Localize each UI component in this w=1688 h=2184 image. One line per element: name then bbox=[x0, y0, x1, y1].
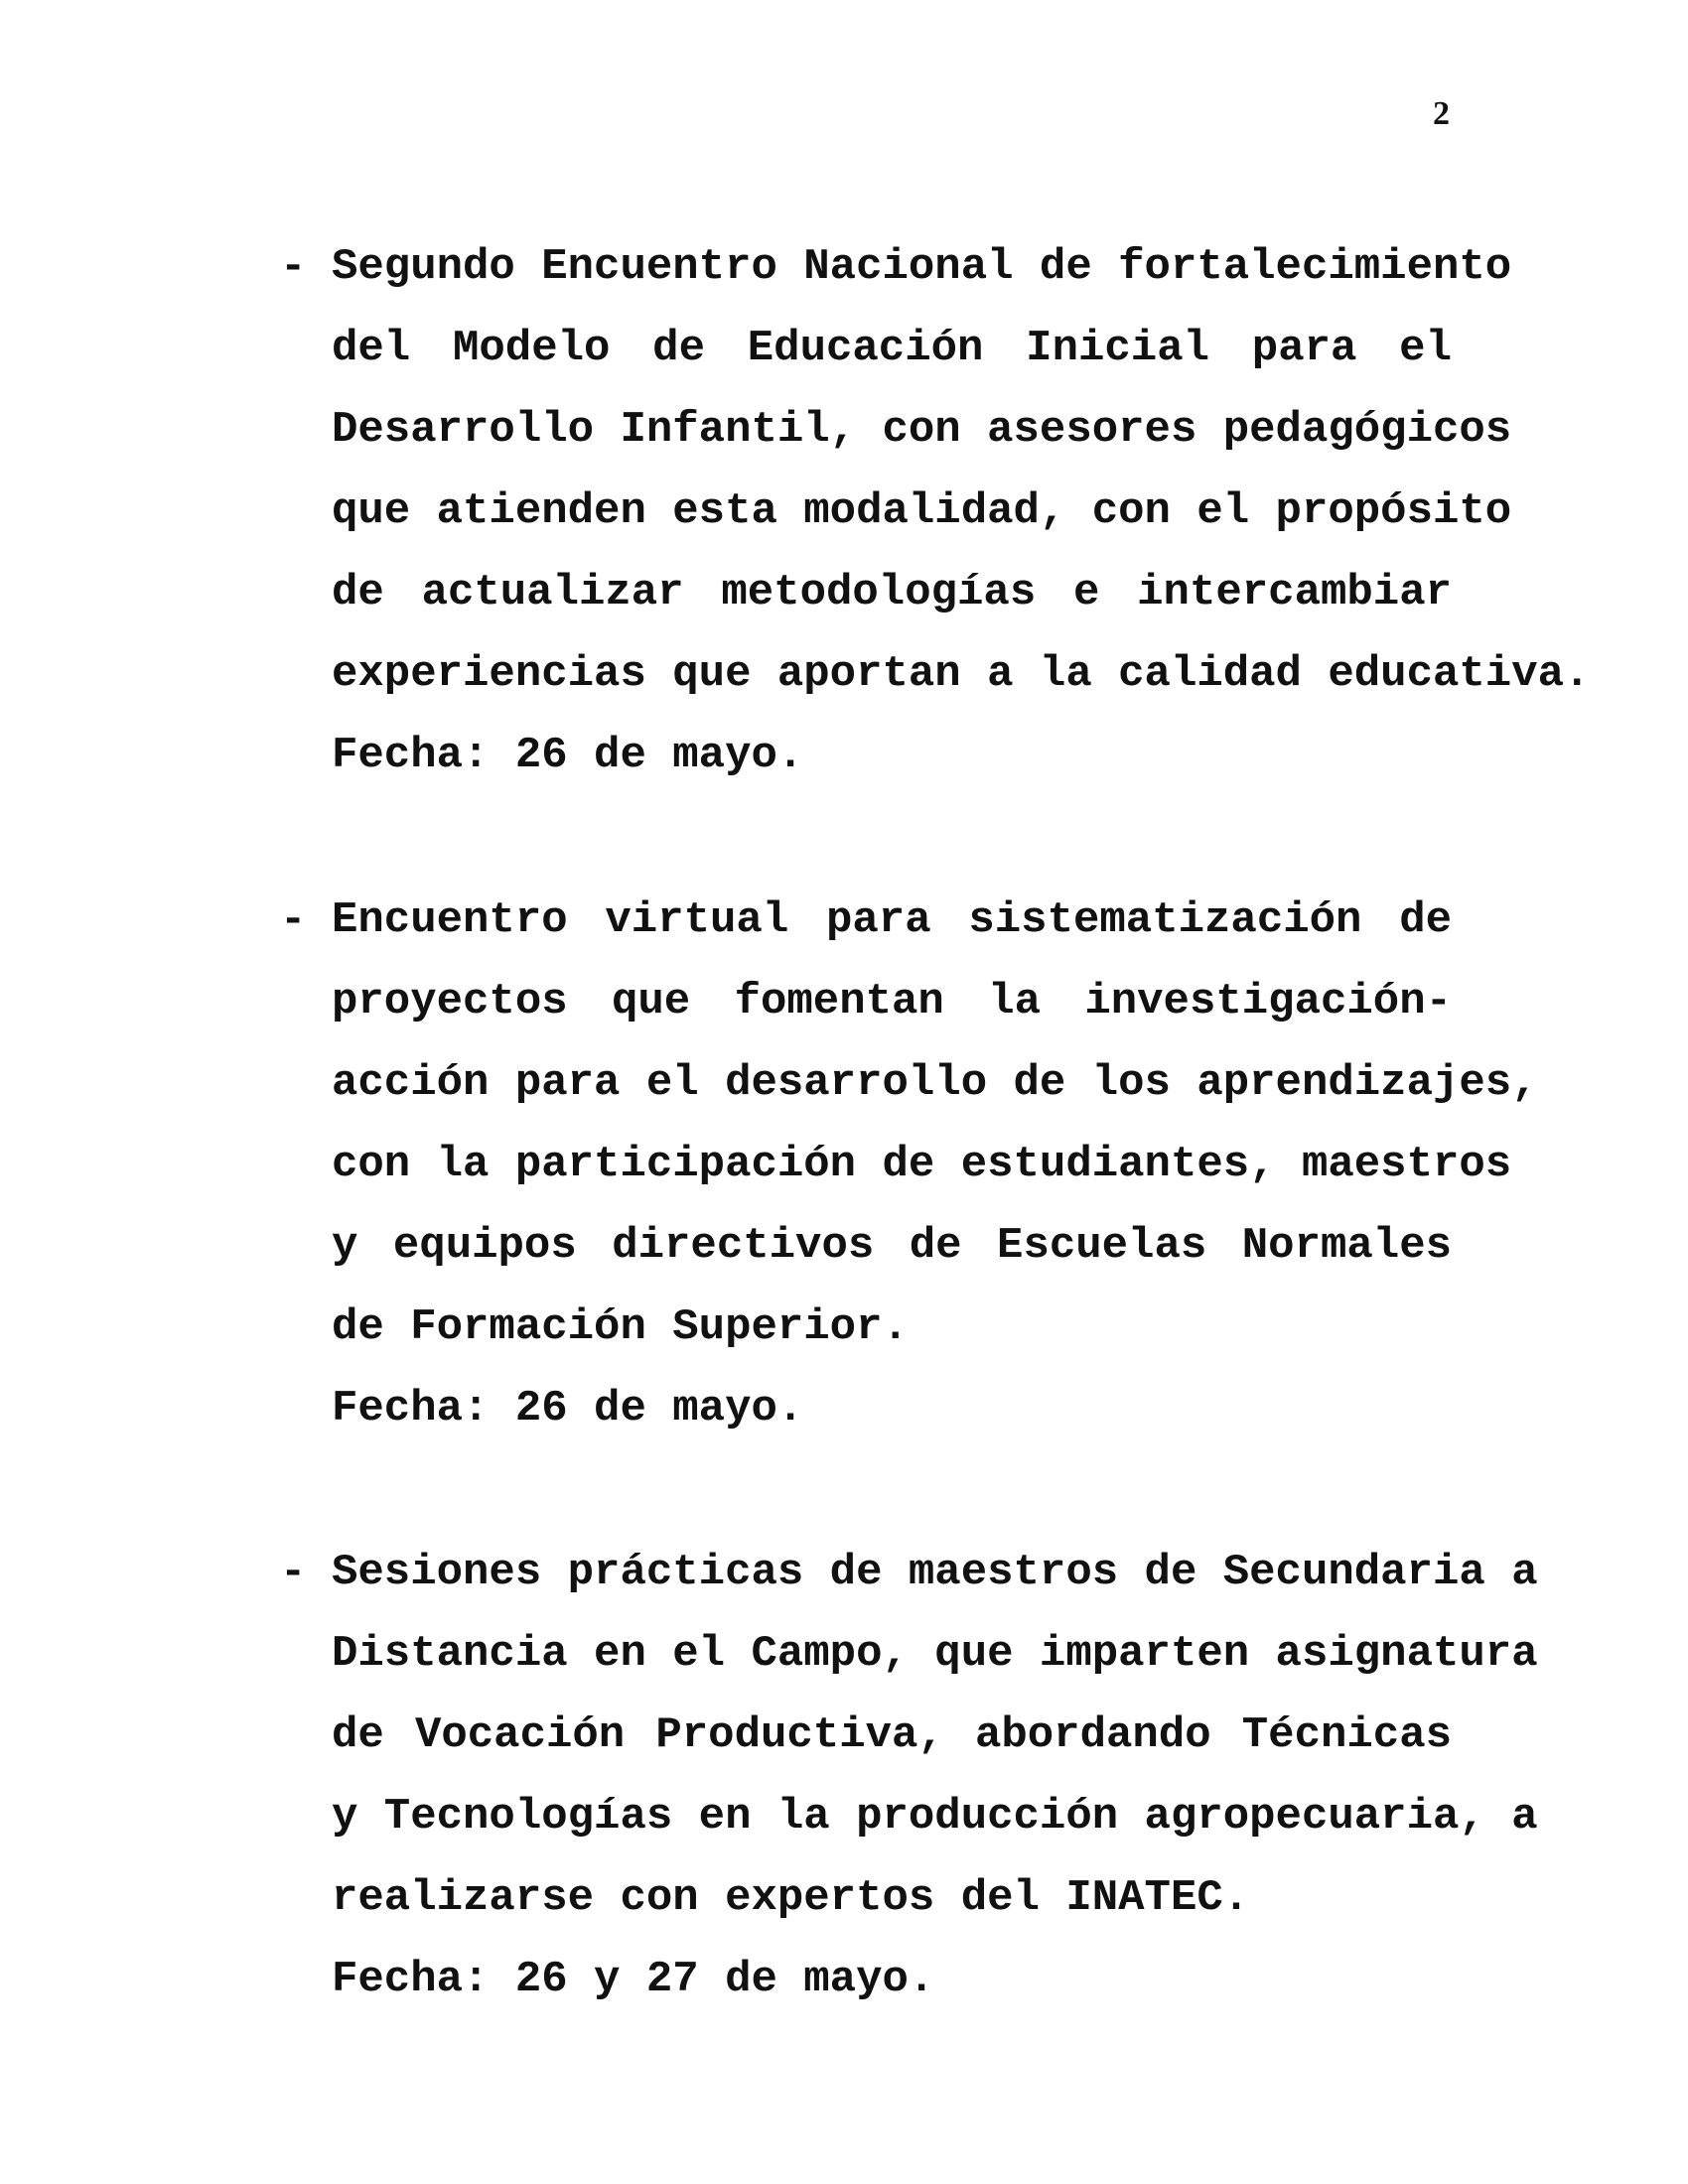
item-text-line: Segundo Encuentro Nacional de fortalecimiento bbox=[332, 242, 1512, 292]
item-text-line: experiencias que aportan a la calidad educativa. bbox=[332, 649, 1591, 699]
bullet-dash: - bbox=[280, 1548, 307, 1597]
item-text-line: que atienden esta modalidad, con el propósito bbox=[332, 486, 1512, 536]
item-text-line: con la participación de estudiantes, maestros bbox=[332, 1140, 1512, 1189]
item-date: Fecha: 26 de mayo. bbox=[332, 1384, 804, 1433]
item-text-line: y equipos directivos de Escuelas Normales bbox=[332, 1221, 1452, 1271]
item-text-line: Encuentro virtual para sistematización de bbox=[332, 895, 1452, 945]
list-item bbox=[280, 1532, 1538, 2020]
item-text-line: de Vocación Productiva, abordando Técnicas bbox=[332, 1710, 1452, 1760]
item-text-line: Distancia en el Campo, que imparten asignatura bbox=[332, 1629, 1538, 1679]
item-text-line: Desarrollo Infantil, con asesores pedagógicos bbox=[332, 405, 1512, 455]
list-item bbox=[280, 226, 1591, 796]
item-text-line: del Modelo de Educación Inicial para el bbox=[332, 324, 1452, 373]
item-date: Fecha: 26 de mayo. bbox=[332, 731, 804, 780]
list-item bbox=[280, 880, 1538, 1449]
bullet-dash: - bbox=[280, 895, 307, 945]
item-text-line: de Formación Superior. bbox=[332, 1302, 909, 1352]
item-text-line: de actualizar metodologías e intercambiar bbox=[332, 568, 1452, 617]
bullet-dash: - bbox=[280, 242, 307, 292]
item-date: Fecha: 26 y 27 de mayo. bbox=[332, 1955, 935, 2004]
item-text-line: y Tecnologías en la producción agropecuaria, a bbox=[332, 1792, 1538, 1842]
page-number: 2 bbox=[1433, 95, 1450, 132]
item-text-line: proyectos que fomentan la investigación- bbox=[332, 977, 1452, 1026]
item-text-line: realizarse con expertos del INATEC. bbox=[332, 1873, 1250, 1923]
item-text-line: acción para el desarrollo de los aprendizajes, bbox=[332, 1058, 1538, 1108]
item-text-line: Sesiones prácticas de maestros de Secundaria a bbox=[332, 1548, 1538, 1597]
